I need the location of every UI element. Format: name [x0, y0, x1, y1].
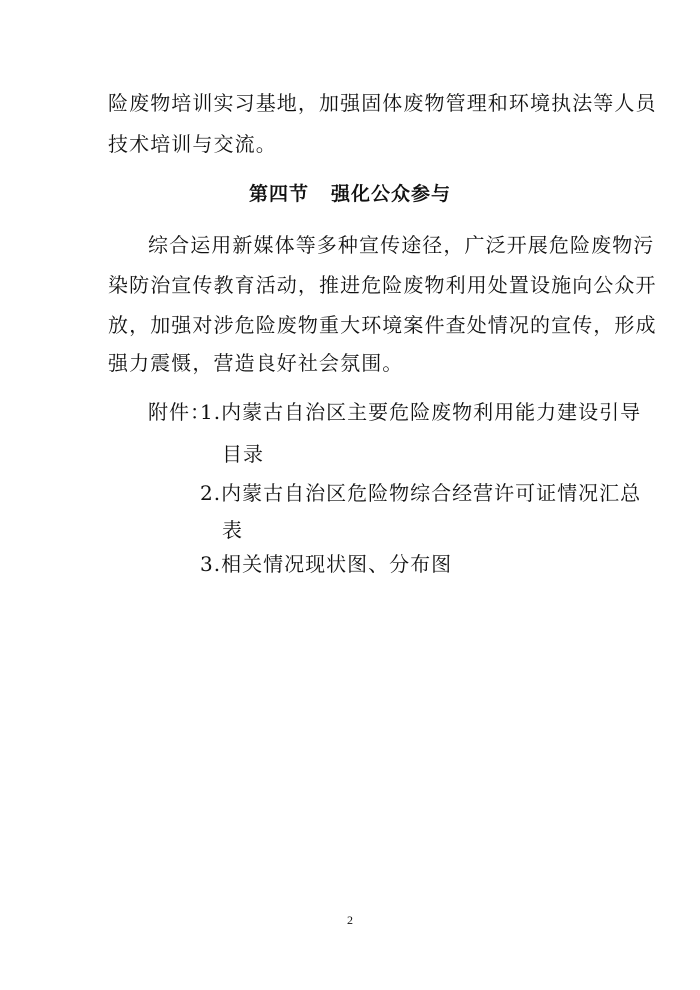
- attachment-item-1-continued: 目录: [222, 442, 264, 466]
- continuation-line-1: 险废物培训实习基地，加强固体废物管理和环境执法等人员: [108, 91, 657, 115]
- attachments-label: 附件：: [148, 400, 211, 424]
- section-number: 第四节: [248, 183, 309, 205]
- page-number: 2: [347, 913, 353, 927]
- attachment-item-2: 2.内蒙古自治区危险物综合经营许可证情况汇总: [200, 481, 642, 505]
- attachment-item-2-continued: 表: [222, 518, 243, 542]
- paragraph-line-2: 染防治宣传教育活动，推进危险废物利用处置设施向公众开: [108, 273, 657, 297]
- section-heading: [0, 180, 700, 208]
- continuation-line-2: 技术培训与交流。: [108, 132, 277, 156]
- paragraph-line-1: 综合运用新媒体等多种宣传途径，广泛开展危险废物污: [148, 233, 655, 257]
- paragraph-line-4: 强力震慑，营造良好社会氛围。: [108, 351, 404, 375]
- attachment-item-3: 3.相关情况现状图、分布图: [200, 552, 453, 576]
- section-title: 强化公众参与: [331, 183, 452, 205]
- paragraph-line-3: 放，加强对涉危险废物重大环境案件查处情况的宣传，形成: [108, 313, 657, 337]
- attachment-item-1: 1.内蒙古自治区主要危险废物利用能力建设引导: [200, 400, 642, 424]
